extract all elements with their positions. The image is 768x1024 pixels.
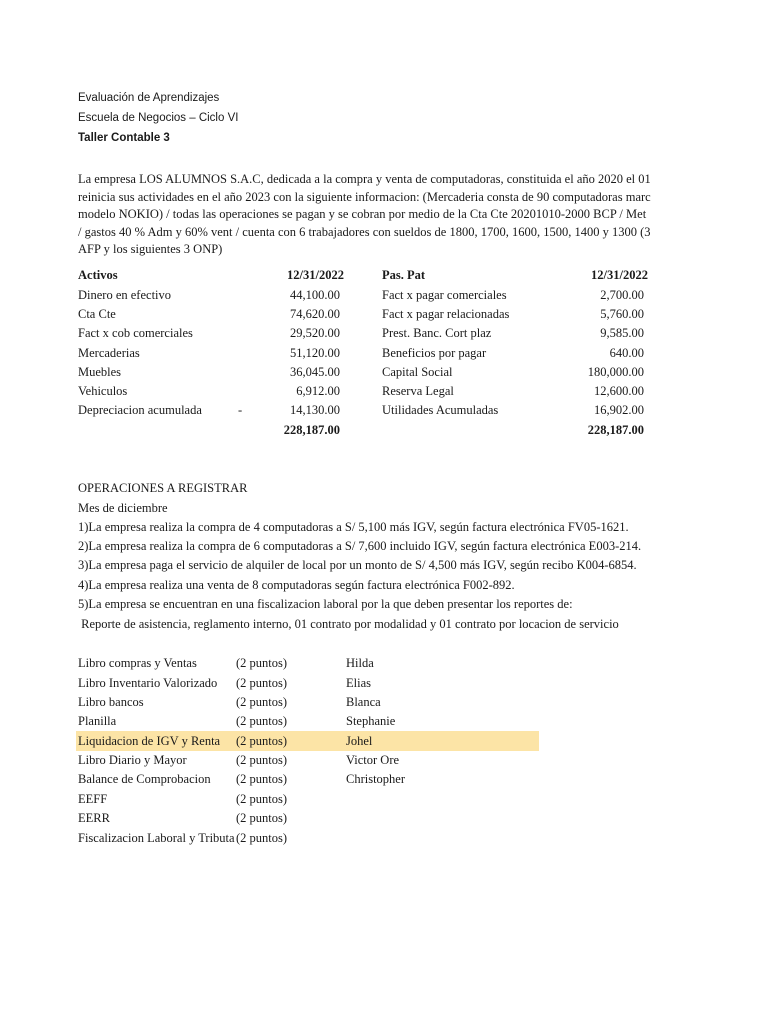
assignment-points: (2 puntos) [236,772,288,786]
asset-value: 14,130.00 [290,403,340,417]
assignment-points: (2 puntos) [236,811,288,825]
liability-value: 16,902.00 [594,403,644,417]
assignment-task: EERR [78,811,110,825]
asset-value: 74,620.00 [290,307,340,321]
asset-value: 44,100.00 [290,288,340,302]
assignment-points: (2 puntos) [236,831,288,845]
asset-label: Cta Cte [78,307,116,321]
assignment-task: EEFF [78,792,108,806]
assets-date-header: 12/31/2022 [287,268,344,282]
assignment-points: (2 puntos) [236,734,288,748]
assets-total: 228,187.00 [283,423,340,437]
header-line-2: Escuela de Negocios – Ciclo VI [78,112,239,124]
assignment-person: Johel [346,734,373,748]
liability-value: 12,600.00 [594,384,644,398]
operation-item: 3)La empresa paga el servicio de alquiler de local por un monto de S/ 4,500 más IGV, según recibo K004-6854. [78,558,637,572]
liability-label: Utilidades Acumuladas [382,403,499,417]
assignment-person: Stephanie [346,714,396,728]
asset-label: Vehiculos [78,384,128,398]
liability-label: Fact x pagar relacionadas [382,307,510,321]
intro-line: La empresa LOS ALUMNOS S.A.C, dedicada a la compra y venta de computadoras, constituida el año 2020 el 01 [78,172,651,186]
assignment-task: Fiscalizacion Laboral y Tributa [78,831,235,845]
assignment-person: Blanca [346,695,381,709]
liability-label: Capital Social [382,365,453,379]
liabilities-header: Pas. Pat [382,268,426,282]
liability-label: Fact x pagar comerciales [382,288,507,302]
liabilities-total: 228,187.00 [587,423,644,437]
assignment-points: (2 puntos) [236,792,288,806]
assignment-task: Libro compras y Ventas [78,656,197,670]
asset-label: Depreciacion acumulada [78,403,202,417]
header-line-1: Evaluación de Aprendizajes [78,92,220,104]
assignment-points: (2 puntos) [236,695,288,709]
assignment-person: Christopher [346,772,406,786]
operations-title: OPERACIONES A REGISTRAR [78,481,248,495]
asset-label: Fact x cob comerciales [78,326,193,340]
asset-label: Mercaderias [78,346,140,360]
assignment-task: Libro Inventario Valorizado [78,676,218,690]
assignment-points: (2 puntos) [236,714,288,728]
assignment-points: (2 puntos) [236,676,288,690]
asset-value: 36,045.00 [290,365,340,379]
header-line-3: Taller Contable 3 [78,132,170,144]
assignment-person: Elias [346,676,371,690]
assignment-task: Liquidacion de IGV y Renta [78,734,221,748]
asset-value: 29,520.00 [290,326,340,340]
liability-value: 2,700.00 [600,288,644,302]
assets-header: Activos [78,268,118,282]
intro-line: AFP y los siguientes 3 ONP) [78,242,223,256]
assignment-person: Hilda [346,656,374,670]
operation-item: 5)La empresa se encuentran en una fiscalizacion laboral por la que deben presentar los reportes de: [78,597,573,611]
assignment-task: Libro Diario y Mayor [78,753,187,767]
asset-value: 6,912.00 [296,384,340,398]
liability-label: Reserva Legal [382,384,454,398]
operation-item: 4)La empresa realiza una venta de 8 computadoras según factura electrónica F002-892. [78,578,515,592]
operation-item: Reporte de asistencia, reglamento interno, 01 contrato por modalidad y 01 contrato por locacion de servicio [78,617,619,631]
intro-line: / gastos 40 % Adm y 60% vent / cuenta con 6 trabajadores con sueldos de 1800, 1700, 1600, 1500, 1400 y 1300 (3 [78,224,651,239]
operations-month: Mes de diciembre [78,501,168,515]
liability-value: 9,585.00 [600,326,644,340]
assignment-points: (2 puntos) [236,656,288,670]
intro-paragraph [78,171,768,259]
liability-value: 640.00 [609,346,644,360]
asset-label: Muebles [78,365,122,379]
asset-sign: - [238,403,243,417]
liability-value: 180,000.00 [587,365,644,379]
liability-value: 5,760.00 [600,307,644,321]
liabilities-date-header: 12/31/2022 [591,268,648,282]
assignment-person: Victor Ore [346,753,400,767]
operation-item: 2)La empresa realiza la compra de 6 computadoras a S/ 7,600 incluido IGV, según factura electrónica E003-214. [78,539,642,553]
asset-label: Dinero en efectivo [78,288,172,302]
assignment-points: (2 puntos) [236,753,288,767]
assignment-task: Balance de Comprobacion [78,772,211,786]
assignment-task: Libro bancos [78,695,144,709]
liability-label: Prest. Banc. Cort plaz [382,326,492,340]
liability-label: Beneficios por pagar [382,346,487,360]
operation-item: 1)La empresa realiza la compra de 4 computadoras a S/ 5,100 más IGV, según factura electrónica FV05-1621. [78,520,629,534]
assignment-task: Planilla [78,714,117,728]
asset-value: 51,120.00 [290,346,340,360]
intro-line: modelo NOKIO) / todas las operaciones se pagan y se cobran por medio de la Cta Cte 20201010-2000 BCP / Met [78,207,647,221]
intro-line: reinicia sus actividades en el año 2023 con la siguiente informacion: (Mercaderia consta de 90 computadoras marc [78,189,651,204]
